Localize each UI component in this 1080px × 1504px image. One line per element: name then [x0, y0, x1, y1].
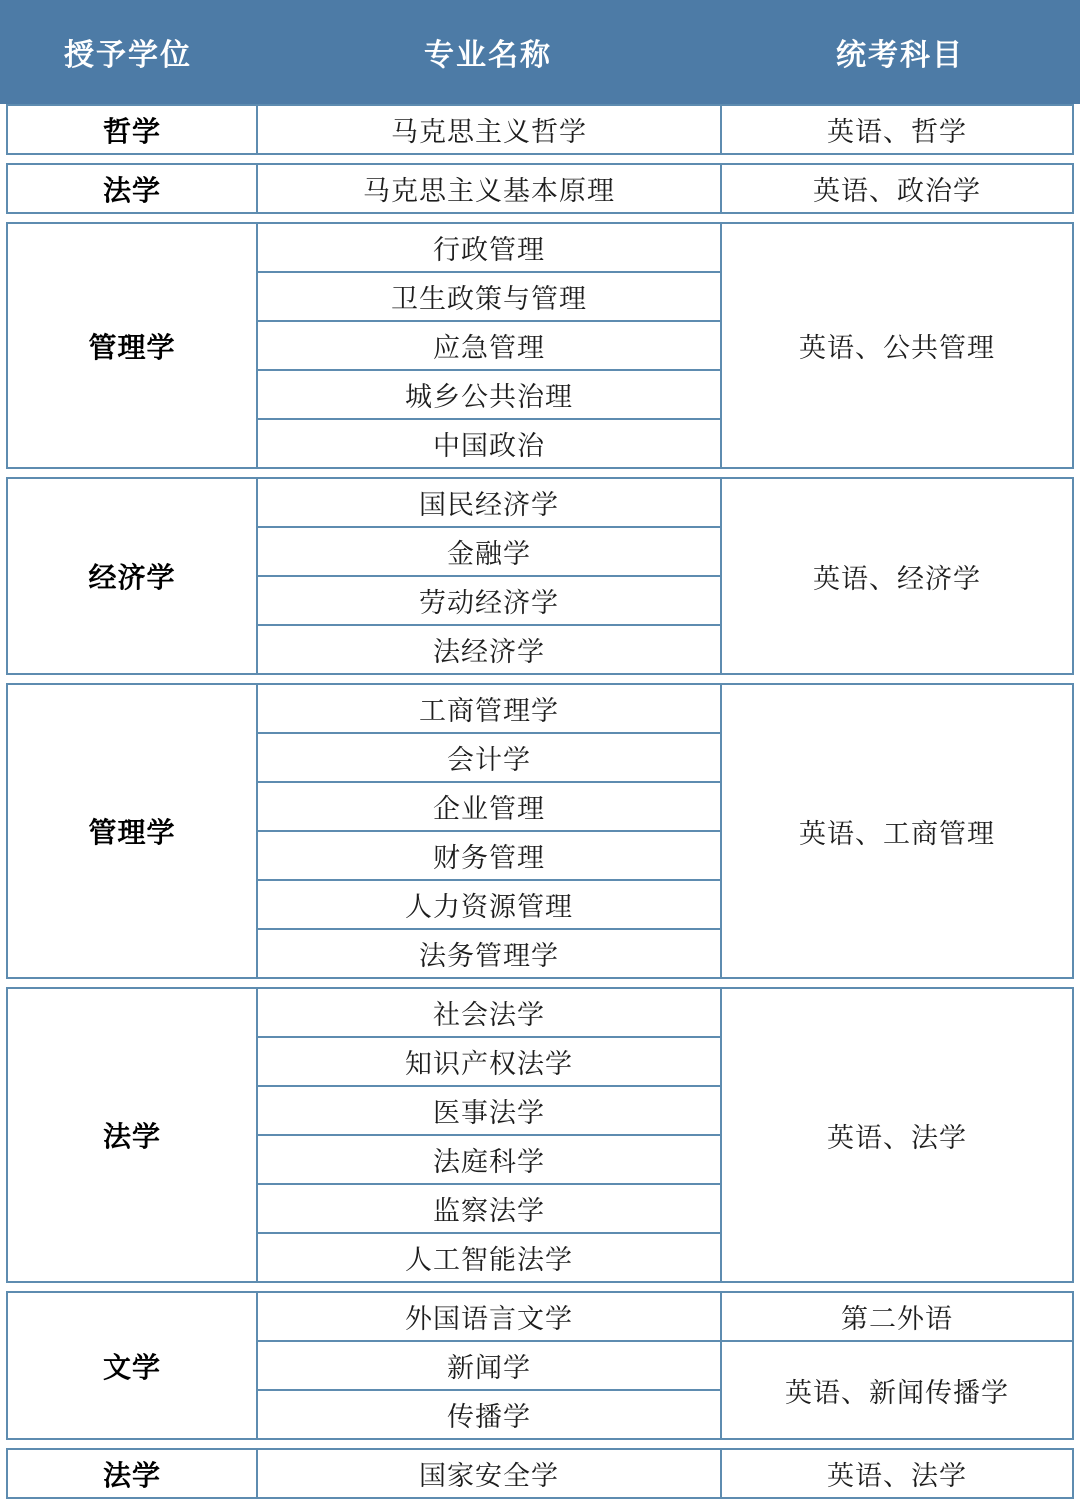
degree-cell: 经济学: [7, 478, 257, 674]
major-cell: 国民经济学: [257, 478, 721, 527]
major-cell: 工商管理学: [257, 684, 721, 733]
degree-group-7: [6, 1291, 1074, 1440]
major-cell: 人力资源管理: [257, 880, 721, 929]
table-row: [7, 1449, 1073, 1498]
major-cell: 法经济学: [257, 625, 721, 674]
major-cell: 会计学: [257, 733, 721, 782]
table-body: [0, 104, 1080, 1499]
major-cell: 法庭科学: [257, 1135, 721, 1184]
subject-cell: 英语、法学: [721, 1449, 1073, 1498]
major-cell: 卫生政策与管理: [257, 272, 721, 321]
major-cell: 中国政治: [257, 419, 721, 468]
degree-cell: 管理学: [7, 223, 257, 468]
table-row: [7, 684, 1073, 733]
header-subject-column: 统考科目: [836, 39, 964, 72]
table-row: [7, 223, 1073, 272]
table-row: [7, 1292, 1073, 1341]
major-cell: 传播学: [257, 1390, 721, 1439]
degree-cell: 哲学: [7, 105, 257, 154]
header-major-column: 专业名称: [424, 39, 552, 72]
degree-group-6: [6, 987, 1074, 1283]
major-cell: 人工智能法学: [257, 1233, 721, 1282]
degree-cell: 法学: [7, 988, 257, 1282]
major-cell: 医事法学: [257, 1086, 721, 1135]
major-cell: 法务管理学: [257, 929, 721, 978]
major-cell: 新闻学: [257, 1341, 721, 1390]
degree-group-8: [6, 1448, 1074, 1499]
subject-cell: 英语、法学: [721, 988, 1073, 1282]
table-row: [7, 105, 1073, 154]
major-cell: 社会法学: [257, 988, 721, 1037]
major-cell: 外国语言文学: [257, 1292, 721, 1341]
major-cell: 国家安全学: [257, 1449, 721, 1498]
subject-cell: 英语、公共管理: [721, 223, 1073, 468]
major-cell: 企业管理: [257, 782, 721, 831]
degree-group-2: [6, 163, 1074, 214]
subject-cell: 第二外语: [721, 1292, 1073, 1341]
subject-cell: 英语、经济学: [721, 478, 1073, 674]
major-cell: 金融学: [257, 527, 721, 576]
degree-group-4: [6, 477, 1074, 675]
degree-cell: 文学: [7, 1292, 257, 1439]
degree-group-1: [6, 104, 1074, 155]
table-row: [7, 164, 1073, 213]
degree-group-5: [6, 683, 1074, 979]
major-cell: 劳动经济学: [257, 576, 721, 625]
degree-cell: 管理学: [7, 684, 257, 978]
major-cell: 监察法学: [257, 1184, 721, 1233]
major-cell: 马克思主义哲学: [257, 105, 721, 154]
subject-cell: 英语、哲学: [721, 105, 1073, 154]
major-cell: 行政管理: [257, 223, 721, 272]
header-degree-column: 授予学位: [64, 39, 192, 72]
degree-cell: 法学: [7, 164, 257, 213]
major-cell: 财务管理: [257, 831, 721, 880]
subject-cell: 英语、政治学: [721, 164, 1073, 213]
table-header: [0, 0, 1080, 104]
major-cell: 马克思主义基本原理: [257, 164, 721, 213]
subject-cell: 英语、新闻传播学: [721, 1341, 1073, 1439]
subject-cell: 英语、工商管理: [721, 684, 1073, 978]
table-row: [7, 478, 1073, 527]
major-cell: 应急管理: [257, 321, 721, 370]
degree-cell: 法学: [7, 1449, 257, 1498]
degree-group-3: [6, 222, 1074, 469]
table-row: [7, 988, 1073, 1037]
major-cell: 城乡公共治理: [257, 370, 721, 419]
major-cell: 知识产权法学: [257, 1037, 721, 1086]
